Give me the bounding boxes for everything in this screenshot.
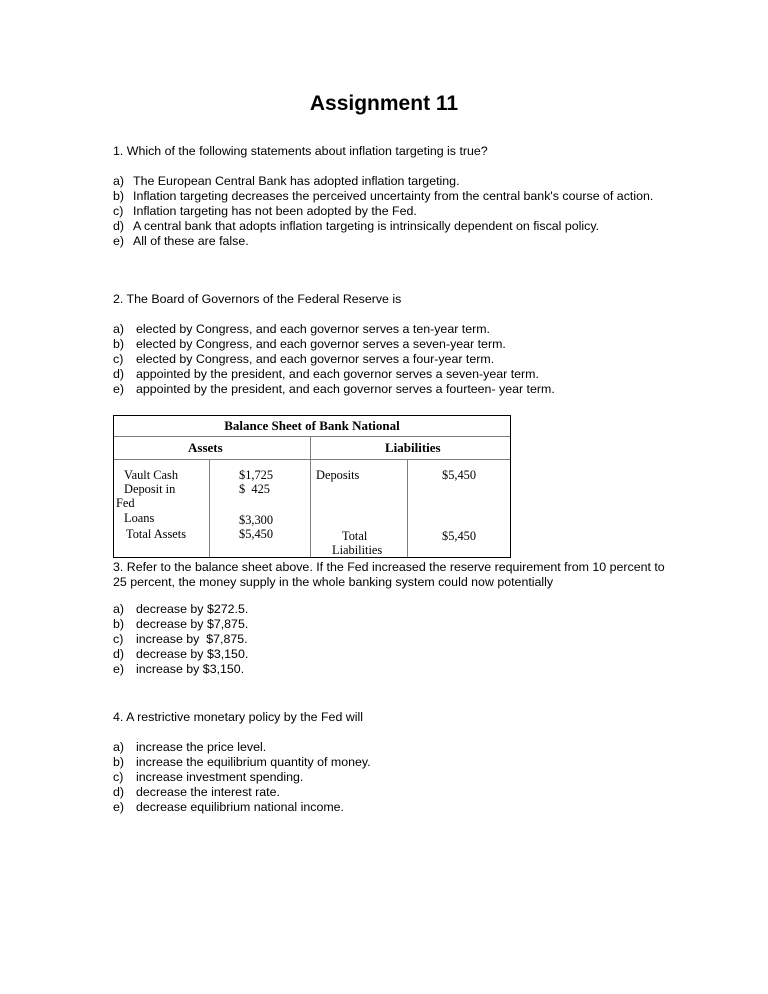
loans-value: $3,300 [239, 513, 274, 527]
question-4-option-a: a) increase the price level. [113, 740, 267, 754]
balance-sheet-divider [310, 436, 311, 557]
question-1-option-b: b) Inflation targeting decreases the perceived uncertainty from the central bank's course of action. [113, 189, 654, 203]
question-1-option-a: a) The European Central Bank has adopted inflation targeting. [113, 174, 460, 188]
total-liabilities-label-continued: Liabilities [332, 543, 383, 557]
assets-header: Assets [188, 440, 223, 455]
question-2-option-a: a) elected by Congress, and each governor serves a ten-year term. [113, 322, 491, 336]
question-4-option-d: d) decrease the interest rate. [113, 785, 280, 799]
question-2-options [113, 322, 673, 397]
vault-cash-label: Vault Cash [124, 468, 179, 482]
liabilities-header: Liabilities [385, 440, 441, 455]
question-3-options [113, 602, 673, 677]
question-3-option-c: c) increase by $7,875. [113, 632, 248, 646]
question-4-option-c: c) increase investment spending. [113, 770, 304, 784]
balance-sheet-divider [209, 459, 210, 557]
question-2-option-c: c) elected by Congress, and each governor serves a four-year term. [113, 352, 495, 366]
total-assets-value: $5,450 [239, 527, 274, 541]
total-assets-label: Total Assets [126, 527, 187, 541]
question-2-option-b: b) elected by Congress, and each governor serves a seven-year term. [113, 337, 506, 351]
balance-sheet-divider [407, 459, 408, 557]
question-2-option-d: d) appointed by the president, and each governor serves a seven-year term. [113, 367, 539, 381]
balance-sheet-divider [114, 459, 510, 460]
question-4-option-e: e) decrease equilibrium national income. [113, 800, 345, 814]
question-2-option-e: e) appointed by the president, and each governor serves a fourteen- year term. [113, 382, 555, 396]
question-3-option-a: a) decrease by $272.5. [113, 602, 249, 616]
question-2-text: 2. The Board of Governors of the Federal Reserve is [113, 292, 402, 306]
question-4-option-b: b) increase the equilibrium quantity of money. [113, 755, 371, 769]
question-3-option-b: b) decrease by $7,875. [113, 617, 249, 631]
balance-sheet-divider [114, 436, 510, 437]
question-1-options [113, 174, 673, 249]
question-4-text: 4. A restrictive monetary policy by the Fed will [113, 710, 363, 724]
question-4-options [113, 740, 673, 815]
vault-cash-value: $1,725 [239, 468, 274, 482]
total-liabilities-label: Total [342, 529, 368, 543]
question-1-option-c: c) Inflation targeting has not been adopted by the Fed. [113, 204, 417, 218]
page-title: Assignment 11 [309, 92, 459, 115]
balance-sheet-table [113, 415, 511, 558]
total-liabilities-value: $5,450 [442, 529, 477, 543]
deposit-fed-label: Deposit in [124, 482, 176, 496]
question-3-option-d: d) decrease by $3,150. [113, 647, 249, 661]
question-1-text: 1. Which of the following statements about inflation targeting is true? [113, 144, 488, 158]
deposit-fed-label-continued: Fed [116, 496, 135, 510]
deposits-label: Deposits [316, 468, 360, 482]
question-3-text: 3. Refer to the balance sheet above. If the Fed increased the reserve requirement from 10 percent to 25 percent, the money supply in the whole banking system could now potentially [113, 560, 665, 589]
deposits-value: $5,450 [442, 468, 477, 482]
question-3-option-e: e) increase by $3,150. [113, 662, 245, 676]
balance-sheet-title: Balance Sheet of Bank National [224, 418, 400, 433]
question-1-option-e: e) All of these are false. [113, 234, 249, 248]
deposit-fed-value: $ 425 [239, 482, 270, 496]
loans-label: Loans [124, 511, 155, 525]
question-1-option-d: d) A central bank that adopts inflation targeting is intrinsically dependent on fiscal policy. [113, 219, 600, 233]
